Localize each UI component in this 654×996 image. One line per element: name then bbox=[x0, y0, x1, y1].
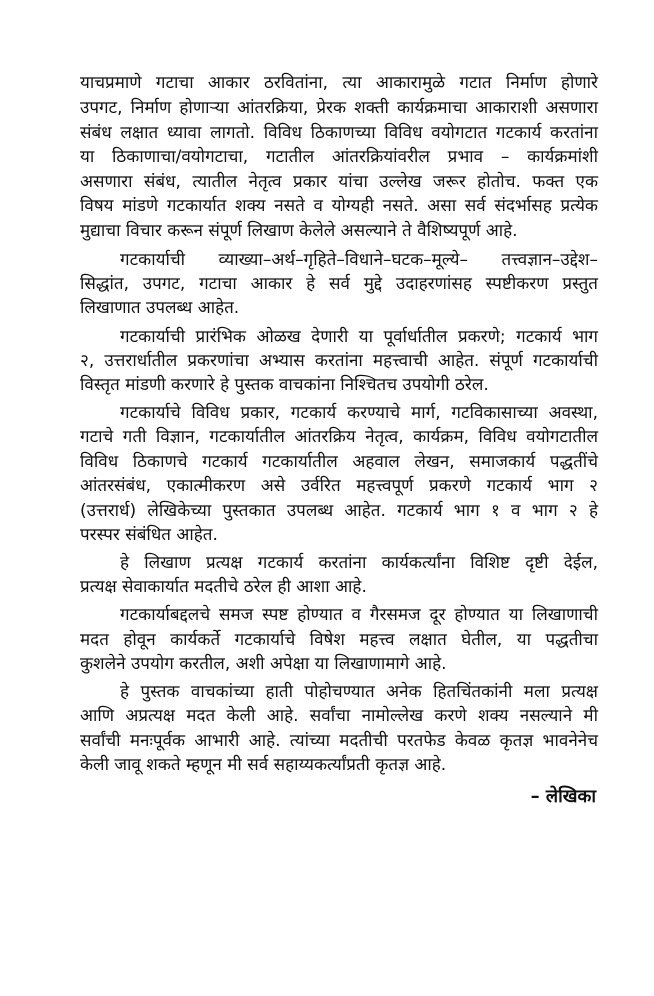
text-line: मदत होवून कार्यकर्ते गटकार्याचे विषेश महत्त्व लक्षात घेतील, या पद्धतीचा bbox=[80, 630, 598, 650]
text-line: असणारा संबंध, त्यातील नेतृत्व प्रकार यांचा उल्लेख जरूर होतोच. फक्त एक bbox=[80, 172, 598, 192]
text-line: संबंध लक्षात ध्यावा लागतो. विविध ठिकाणच्या विविध वयोगटात गटकार्य करतांना bbox=[80, 123, 598, 143]
text-line: केली जावू शकते म्हणून मी सर्व सहाय्यकर्त्यांप्रती कृतज्ञ आहे. bbox=[80, 755, 447, 775]
paragraph-start: गटकार्याची व्याख्या–अर्थ–गृहिते–विधाने–घटक–मूल्ये– तत्त्वज्ञान–उद्देश– bbox=[120, 250, 598, 270]
paragraph-start: गटकार्याबद्दलचे समज स्पष्ट होण्यात व गैरसमज दूर होण्यात या लिखाणाची bbox=[120, 605, 598, 625]
text-line: २, उत्तरार्धातील प्रकरणांचा अभ्यास करतांना महत्त्वाची आहेत. संपूर्ण गटकार्याची bbox=[80, 351, 598, 371]
text-line: प्रत्यक्ष सेवाकार्यात मदतीचे ठरेल ही आशा आहे. bbox=[80, 577, 367, 597]
text-line: या ठिकाणाचा/वयोगटाचा, गटातील आंतरक्रियांवरील प्रभाव – कार्यक्रमांशी bbox=[80, 147, 598, 167]
paragraph-start: हे पुस्तक वाचकांच्या हाती पोहोचण्यात अनेक हितचिंतकांनी मला प्रत्यक्ष bbox=[120, 682, 598, 702]
text-line: लिखाणात उपलब्ध आहेत. bbox=[80, 298, 240, 318]
text-line: परस्पर संबंधित आहेत. bbox=[80, 525, 218, 545]
text-line: (उत्तरार्ध) लेखिकेच्या पुस्तकात उपलब्ध आहेत. गटकार्य भाग १ व भाग २ हे bbox=[80, 501, 598, 521]
paragraph-start: गटकार्याचे विविध प्रकार, गटकार्य करण्याचे मार्ग, गटविकासाच्या अवस्था, bbox=[120, 403, 598, 423]
text-line: सिद्धांत, उपगट, गटाचा आकार हे सर्व मुद्दे उदाहरणांसह स्पष्टीकरण प्रस्तुत bbox=[80, 274, 598, 294]
text-line: विविध ठिकाणचे गटकार्य गटकार्यातील अहवाल लेखन, समाजकार्य पद्धतींचे bbox=[80, 452, 598, 472]
text-line: सर्वांची मनःपूर्वक आभारी आहे. त्यांच्या मदतीची परतफेड केवळ कृतज्ञ भावनेनेच bbox=[80, 731, 598, 751]
text-line: कुशलेने उपयोग करतील, अशी अपेक्षा या लिखाणामागे आहे. bbox=[80, 654, 447, 674]
text-line: गटाचे गती विज्ञान, गटकार्यातील आंतरक्रिय नेतृत्व, कार्यक्रम, विविध वयोगटातील bbox=[80, 427, 598, 447]
text-line: आणि अप्रत्यक्ष मदत केली आहे. सर्वांचा नामोल्लेख करणे शक्य नसल्याने मी bbox=[80, 706, 598, 726]
paragraph-start: हे लिखाण प्रत्यक्ष गटकार्य करतांना कार्यकर्त्यांना विशिष्ट दृष्टी देईल, bbox=[120, 553, 598, 573]
text-line: उपगट, निर्माण होणाऱ्या आंतरक्रिया, प्रेरक शक्ती कार्यक्रमाचा आकाराशी असणारा bbox=[80, 98, 598, 118]
author-signature: – लेखिका bbox=[530, 786, 596, 807]
text-line: विषय मांडणे गटकार्यात शक्य नसते व योग्यही नसते. असा सर्व संदर्भासह प्रत्येक bbox=[80, 196, 598, 216]
text-line: मुद्याचा विचार करून संपूर्ण लिखाण केलेले असल्याने ते वैशिष्यपूर्ण आहे. bbox=[80, 221, 518, 241]
text-line: आंतरसंबंध, एकात्मीकरण असे उर्वरित महत्त्वपूर्ण प्रकरणे गटकार्य भाग २ bbox=[80, 476, 598, 496]
paragraph-start: गटकार्याची प्रारंभिक ओळख देणारी या पूर्वार्धातील प्रकरणे; गटकार्य भाग bbox=[120, 327, 598, 347]
text-line: विस्तृत मांडणी करणारे हे पुस्तक वाचकांना निश्चितच उपयोगी ठरेल. bbox=[80, 375, 489, 395]
text-line: याचप्रमाणे गटाचा आकार ठरवितांना, त्या आकारामुळे गटात निर्माण होणारे bbox=[80, 73, 598, 93]
